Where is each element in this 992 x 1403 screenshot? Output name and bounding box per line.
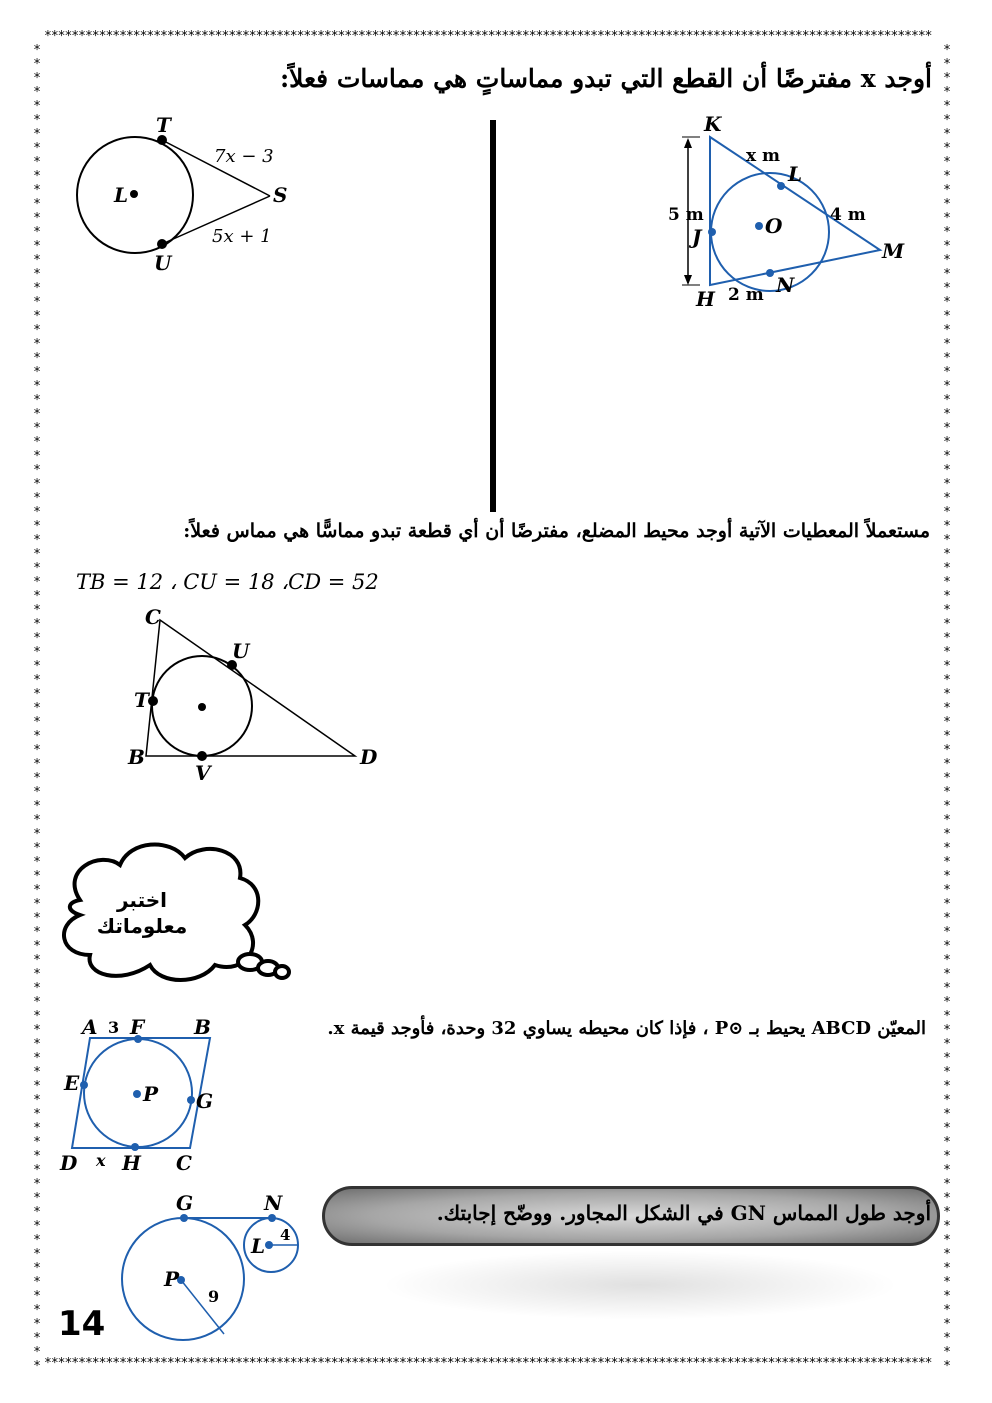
label-L2: L	[788, 162, 803, 186]
question-4-title: أوجد طول المماس GN في الشكل المجاور. ووضّح إجابتك.	[436, 1201, 931, 1225]
question-3-title: المعيّن ABCD يحيط بـ ⊙P ، فإذا كان محيطه يساوي 32 وحدة، فأوجد قيمة x.	[327, 1018, 926, 1039]
label-N2: N	[264, 1191, 283, 1215]
label-H2: H	[122, 1151, 141, 1175]
pill-shadow	[380, 1250, 900, 1320]
label-7x-3: 7x − 3	[214, 146, 274, 167]
label-H: H	[696, 287, 715, 311]
label-T: T	[156, 113, 171, 137]
label-L: L	[114, 183, 129, 207]
question-2-title: مستعملاً المعطيات الآتية أوجد محيط المضلع، مفترضًا أن أي قطعة تبدو مماسًّا هي مماس فعلاً:	[183, 520, 930, 542]
label-D: D	[360, 745, 378, 769]
label-U2: U	[232, 639, 250, 663]
label-P2: P	[164, 1267, 180, 1291]
label-F: F	[130, 1015, 145, 1039]
cloud-line-1: اختبر	[116, 888, 168, 912]
label-M: M	[882, 239, 905, 263]
figure-circles	[122, 1191, 298, 1340]
label-U: U	[154, 251, 172, 275]
right-border: ***********************************************************************************************	[943, 43, 951, 1374]
question-4-banner	[322, 1186, 940, 1246]
label-lm: 4 m	[830, 205, 866, 225]
label-J: J	[692, 225, 702, 249]
label-G: G	[196, 1089, 214, 1113]
label-L3: L	[251, 1234, 266, 1258]
label-O: O	[765, 214, 783, 238]
label-r-small: 4	[280, 1226, 291, 1244]
label-T2: T	[134, 688, 149, 712]
label-5x+1: 5x + 1	[212, 226, 272, 247]
label-r-big: 9	[208, 1287, 220, 1306]
label-dh: x	[96, 1151, 106, 1170]
label-G2: G	[176, 1191, 194, 1215]
label-B2: B	[194, 1015, 211, 1039]
label-af: 3	[108, 1018, 120, 1037]
label-D2: D	[60, 1151, 78, 1175]
label-S: S	[273, 183, 288, 207]
figure-kite	[77, 113, 287, 275]
label-C: C	[145, 605, 161, 629]
cloud-line-2: معلوماتك	[96, 914, 188, 938]
bottom-border: **********************************************************************************************************************************	[44, 1356, 932, 1371]
figure-triangle-kmh	[668, 112, 905, 311]
label-E: E	[64, 1071, 80, 1095]
figure-triangle-cbd	[127, 605, 378, 785]
figure-rhombus	[59, 1015, 213, 1175]
label-C2: C	[176, 1151, 192, 1175]
label-hn: 2 m	[728, 285, 764, 305]
label-hk: 5 m	[668, 205, 704, 225]
left-border: ***********************************************************************************************	[33, 43, 41, 1374]
label-A: A	[82, 1015, 98, 1039]
label-kl: x m	[746, 146, 781, 166]
top-border: **********************************************************************************************************************************	[44, 29, 932, 44]
label-N: N	[776, 273, 795, 297]
question-1-title: أوجد x مفترضًا أن القطع التي تبدو مماساتٍ هي مماسات فعلاً:	[279, 64, 932, 93]
label-B: B	[128, 745, 145, 769]
cloud-label	[92, 887, 192, 939]
label-P: P	[143, 1082, 159, 1106]
label-V: V	[195, 761, 211, 785]
question-2-given: TB = 12 ، CU = 18 ،CD = 52	[76, 570, 379, 594]
label-K: K	[704, 112, 722, 136]
page-number: 14	[58, 1304, 106, 1344]
